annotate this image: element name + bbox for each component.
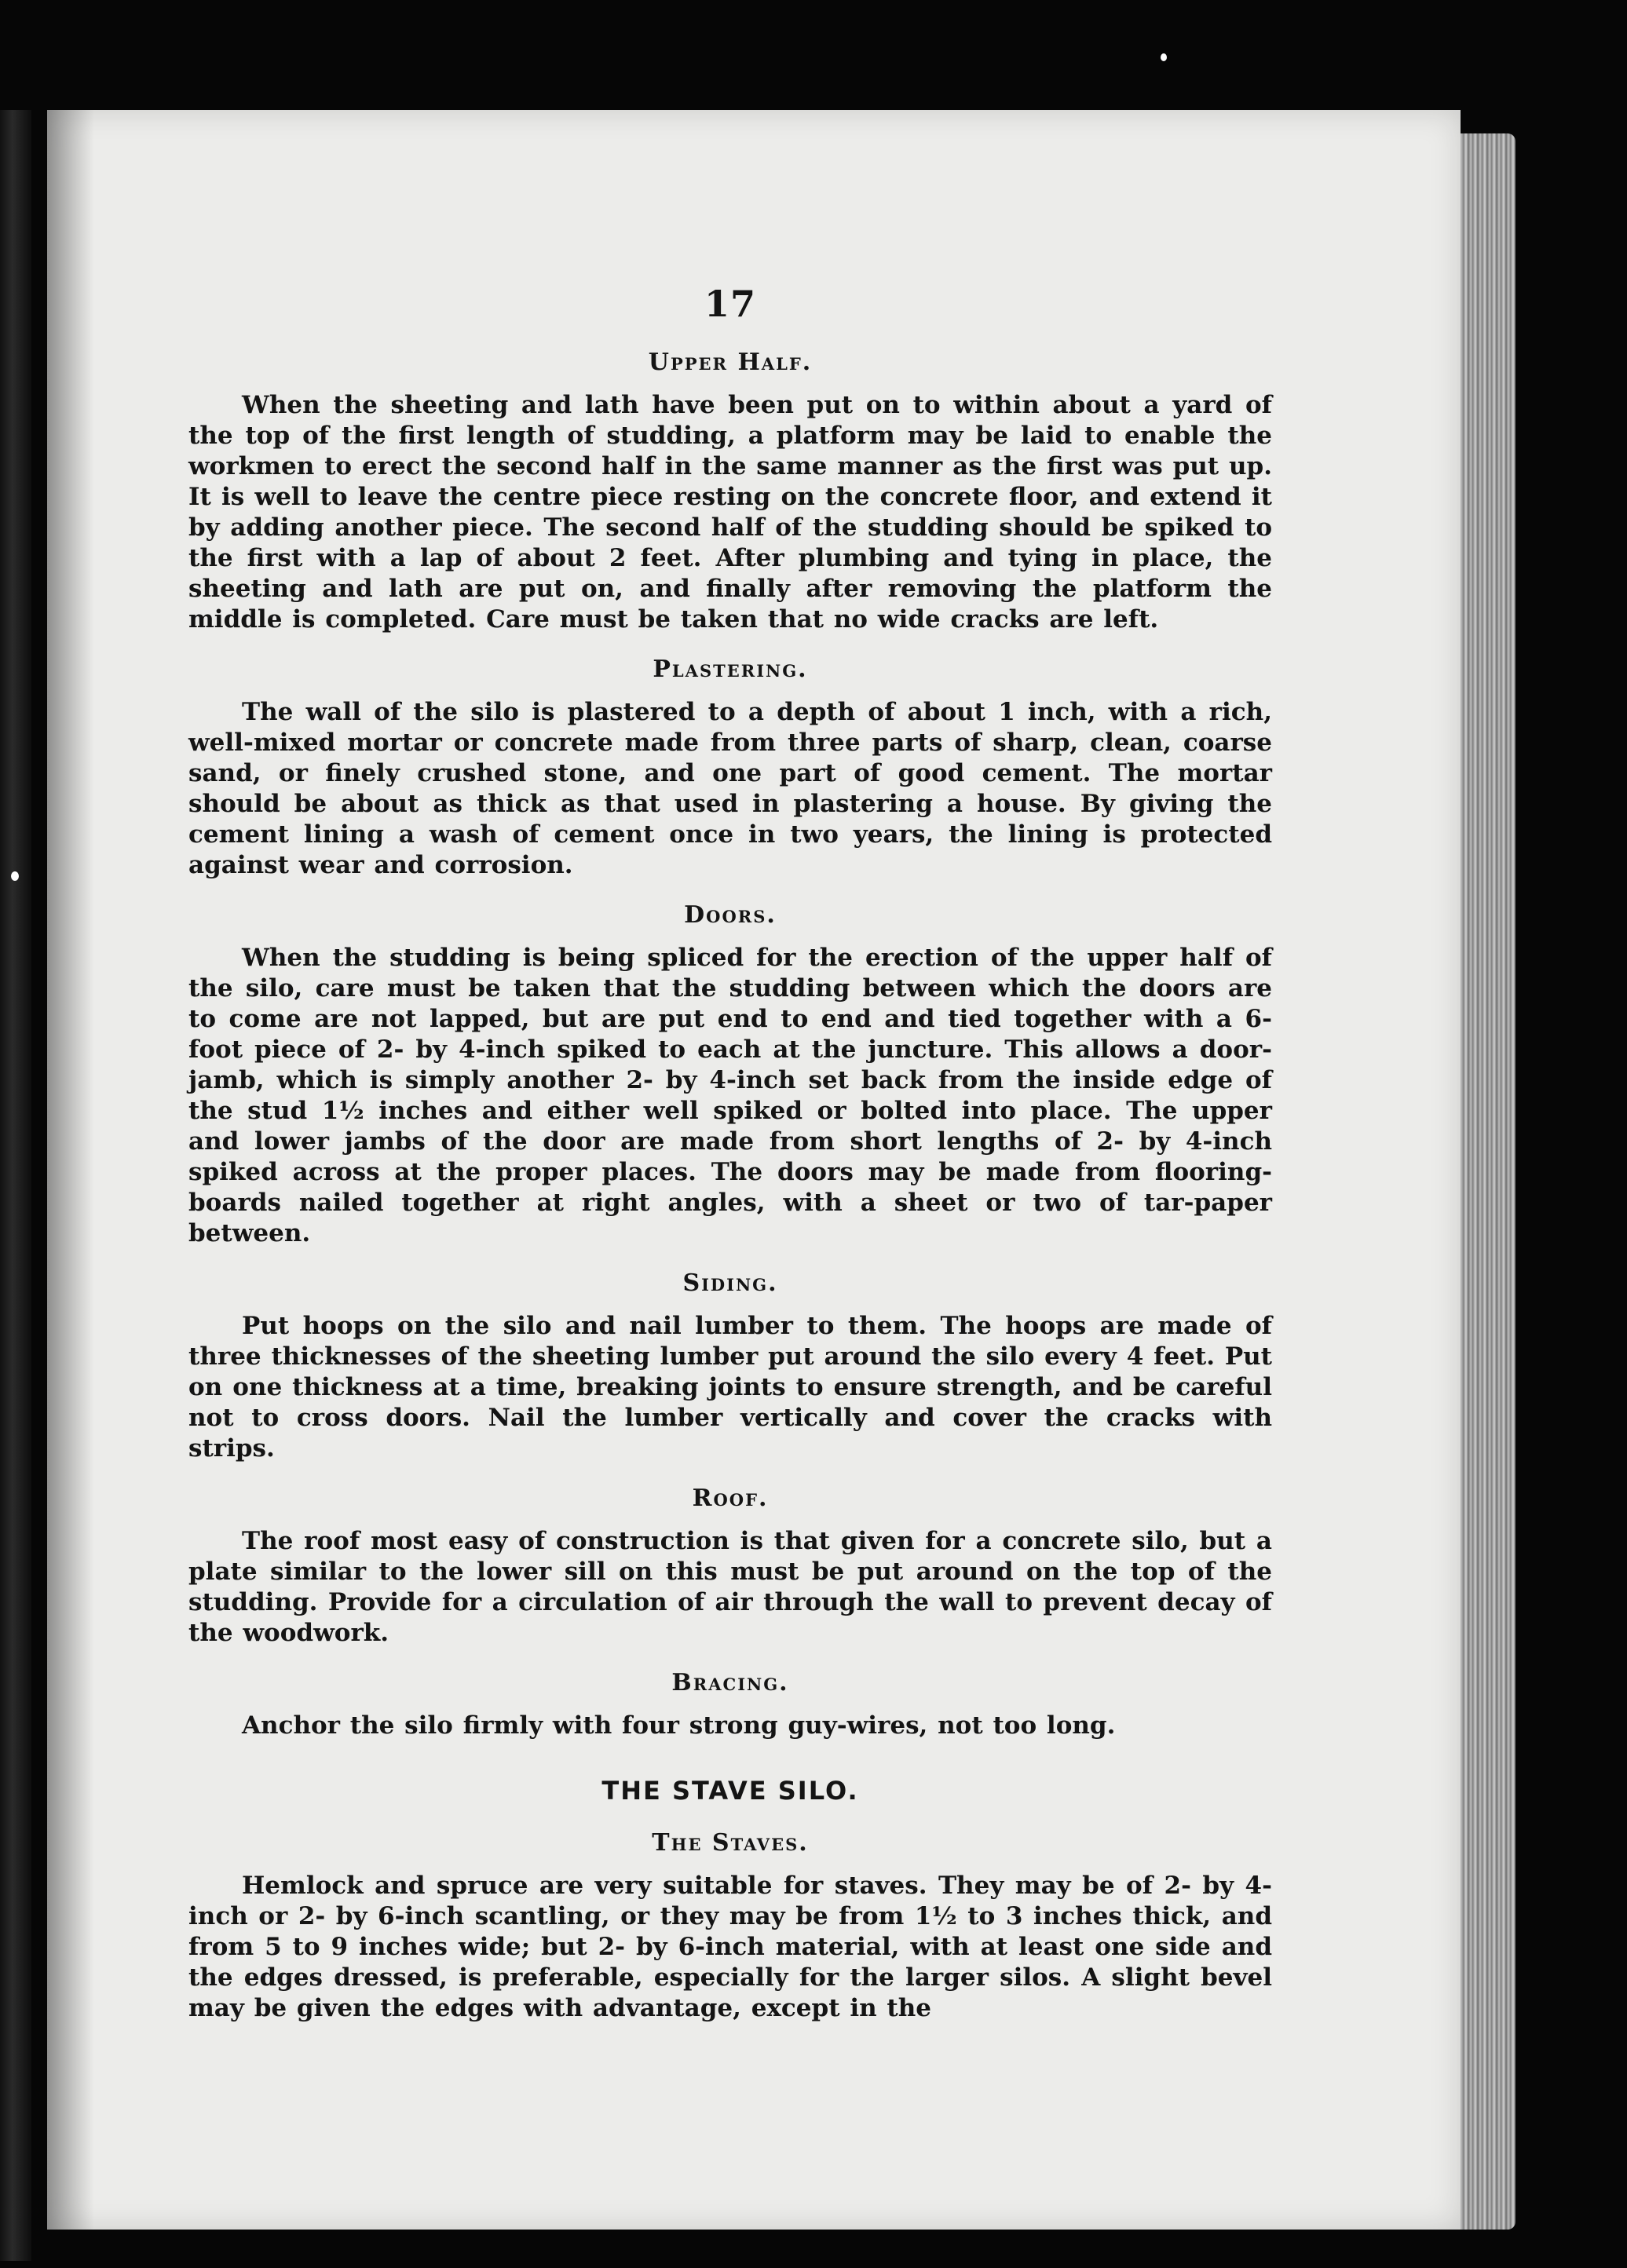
section-heading: The Staves. [652, 1829, 809, 1857]
chapter-title: THE STAVE SILO. [601, 1776, 859, 1806]
section-plastering [188, 656, 1272, 881]
page-content [188, 283, 1272, 2044]
paragraph: Anchor the silo firmly with four strong guy-wires, not too long. [242, 1711, 1116, 1740]
page-number: 17 [704, 283, 756, 325]
paragraph: The roof most easy of construction is that given for a concrete silo, but a plate similar to the lower sill on this must be put around on the top of the studding. Provide for a circulation of air through the wall to prevent decay of the woodwork. [188, 1527, 1272, 1647]
dust-speck [1161, 53, 1167, 61]
section-heading: Bracing. [671, 1669, 789, 1696]
section-heading: Upper Half. [648, 349, 813, 376]
book-page [47, 110, 1461, 2230]
section-doors [188, 901, 1272, 1249]
section-heading: Roof. [692, 1485, 769, 1512]
paragraph: Put hoops on the silo and nail lumber to them. The hoops are made of three thicknesses of the sheeting lumber put around the silo every 4 feet. Put on one thickness at a time, breaking joints to ensure strength, and be careful not to cross doors. Nail the lumber vertically and cover the cracks with strips. [188, 1312, 1272, 1463]
section-siding [188, 1269, 1272, 1464]
section-the-staves [188, 1829, 1272, 2024]
section-heading: Doors. [684, 901, 777, 929]
section-heading: Plastering. [653, 656, 808, 683]
paragraph: When the sheeting and lath have been put on to within about a yard of the top of the first length of studding, a platform may be laid to enable the workmen to erect the second half in the same manner as the first was put up. It is well to leave the centre piece resting on the concrete floor, and extend it by adding another piece. The second half of the studding should be spiked to the first with a lap of about 2 feet. After plumbing and tying in place, the sheeting and lath are put on, and finally after removing the platform the middle is completed. Care must be taken that no wide cracks are left. [188, 391, 1272, 634]
left-page-edge [0, 110, 31, 2261]
dust-speck [11, 871, 19, 881]
section-roof [188, 1485, 1272, 1649]
section-bracing [188, 1669, 1272, 1741]
paragraph: When the studding is being spliced for the erection of the upper half of the silo, care must be taken that the studding between which the doors are to come are not lapped, but are put end to end and tied together with a 6-foot piece of 2- by 4-inch spiked to each at the juncture. This allows a door-jamb, which is simply another 2- by 4-inch set back from the inside edge of the stud 1½ inches and either well spiked or bolted into place. The upper and lower jambs of the door are made from short lengths of 2- by 4-inch spiked across at the proper places. The doors may be made from flooring-boards nailed together at right angles, with a sheet or two of tar-paper between. [188, 944, 1272, 1247]
paragraph: The wall of the silo is plastered to a depth of about 1 inch, with a rich, well-mixed mortar or concrete made from three parts of sharp, clean, coarse sand, or finely crushed stone, and one part of good cement. The mortar should be about as thick as that used in plastering a house. By giving the cement lining a wash of cement once in two years, the lining is protected against wear and corrosion. [188, 698, 1272, 879]
section-heading: Siding. [682, 1269, 778, 1297]
paragraph: Hemlock and spruce are very suitable for staves. They may be of 2- by 4-inch or 2- by 6-inch scantling, or they may be from 1½ to 3 inches thick, and from 5 to 9 inches wide; but 2- by 6-inch material, with at least one side and the edges dressed, is preferable, especially for the larger silos. A slight bevel may be given the edges with advantage, except in the [188, 1872, 1272, 2022]
page-gutter-shadow [47, 110, 94, 2230]
section-upper-half [188, 349, 1272, 635]
